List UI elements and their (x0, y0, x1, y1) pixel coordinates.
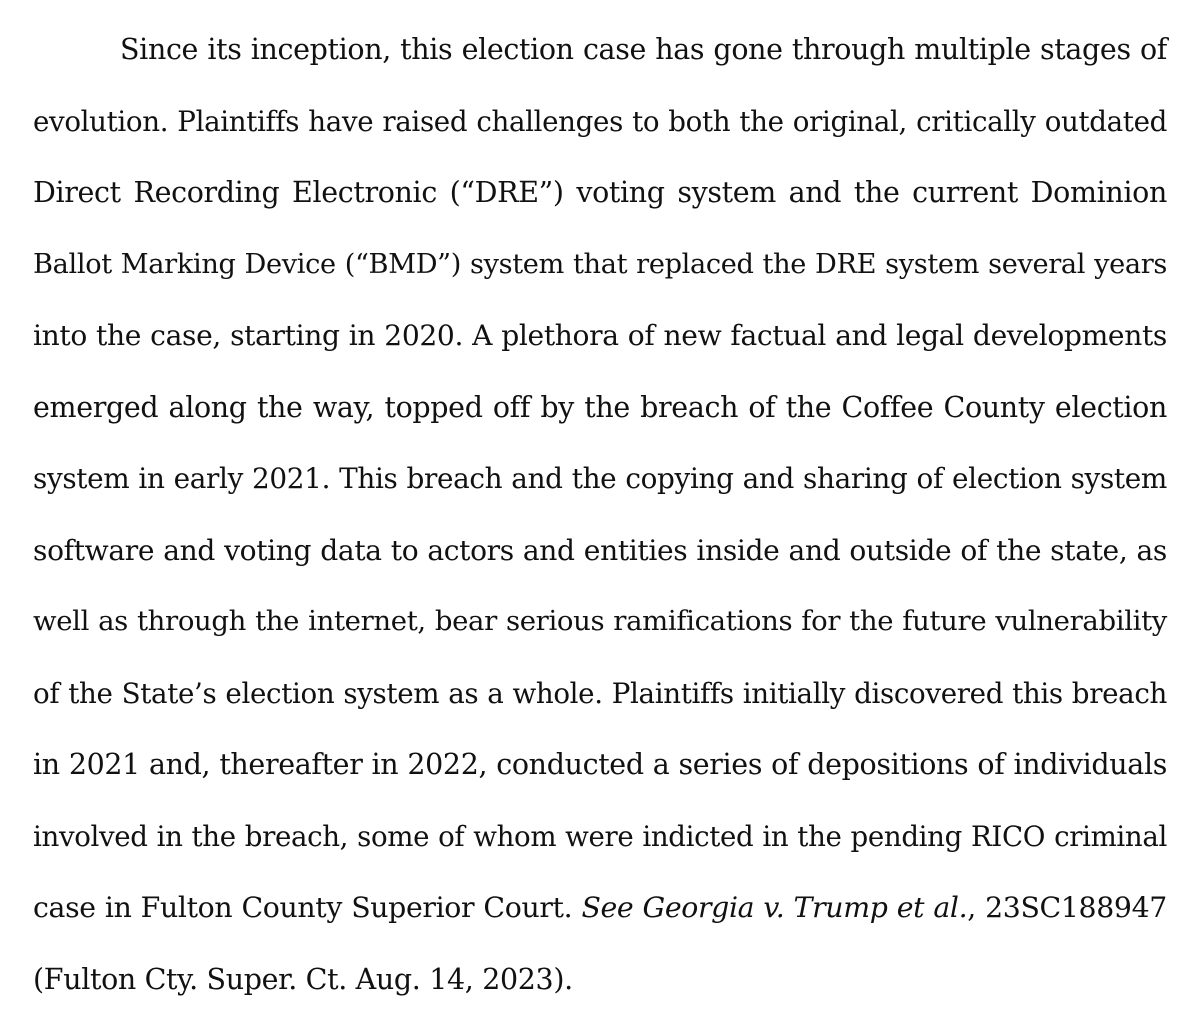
paragraph-line-6: emerged along the way, topped off by the breach of the Coffee County election (33, 390, 1167, 424)
paragraph-line-2: evolution. Plaintiffs have raised challenges to both the original, critically outdated (33, 104, 1167, 138)
paragraph-line-14: (Fulton Cty. Super. Ct. Aug. 14, 2023). (33, 962, 573, 996)
line-13-pre-text: case in Fulton County Superior Court. (33, 891, 582, 924)
paragraph-line-5: into the case, starting in 2020. A plethora of new factual and legal developments (33, 319, 1167, 352)
body-paragraph (33, 14, 1167, 1015)
paragraph-line-8: software and voting data to actors and entities inside and outside of the state, as (33, 533, 1167, 567)
paragraph-line-4: Ballot Marking Device (“BMD”) system that replaced the DRE system several years (33, 248, 1167, 280)
line-13-post-text: , 23SC188947 (967, 891, 1167, 924)
document-page (33, 14, 1167, 1015)
case-citation-italic: See Georgia v. Trump et al. (581, 891, 968, 924)
paragraph-line-12: involved in the breach, some of whom were indicted in the pending RICO criminal (33, 819, 1167, 853)
paragraph-line-13 (33, 872, 1167, 944)
paragraph-line-1: Since its inception, this election case has gone through multiple stages of (120, 33, 1167, 66)
paragraph-line-7: system in early 2021. This breach and the copying and sharing of election system (33, 462, 1167, 495)
paragraph-line-3: Direct Recording Electronic (“DRE”) voting system and the current Dominion (33, 176, 1167, 209)
paragraph-line-10: of the State’s election system as a whole. Plaintiffs initially discovered this breach (33, 676, 1167, 710)
paragraph-line-11: in 2021 and, thereafter in 2022, conducted a series of depositions of individuals (33, 748, 1167, 781)
paragraph-line-9: well as through the internet, bear serious ramifications for the future vulnerability (33, 605, 1167, 637)
